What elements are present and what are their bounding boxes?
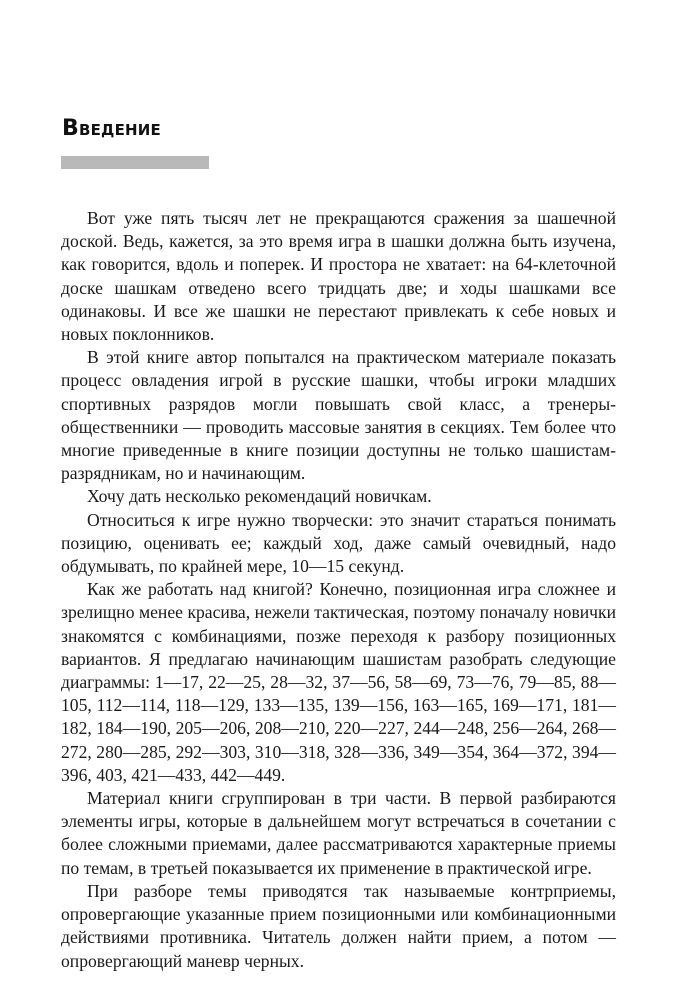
- paragraph: Относиться к игре нужно творчески: это значит стараться понимать позицию, оценивать ее; каждый ход, даже самый очевидный, надо обдумывать, по крайней мере, 10—15 секунд.: [61, 509, 616, 577]
- paragraph: Материал книги сгруппирован в три части. В первой разбираются элементы игры, которые в дальнейшем могут встречаться в сочетании с более сложными приемами, далее рассматриваются характерные приемы по темам, в третьей показывается их применение в практической игре.: [61, 788, 616, 878]
- chapter-title: Введение: [62, 116, 162, 141]
- paragraph: Вот уже пять тысяч лет не прекращаются сражения за шашечной доской. Ведь, кажется, за это время игра в шашки должна быть изучена, как говорится, вдоль и поперек. И простора не хватает: на 64-клеточной доске шашкам отведено всего тридцать две; и ходы шашками все одинаковы. И все же шашки не перестают привлекать к себе новых и новых поклонников.: [61, 208, 616, 345]
- paragraph: Как же работать над книгой? Конечно, позиционная игра сложнее и зрелищно менее красива, нежели тактическая, поэтому поначалу новички знакомятся с комбинациями, позже переходя к разбору позиционных вариантов. Я предлагаю начинающим шашистам разобрать следующие диаграммы: 1—17, 22—25, 28—32, 37—56, 58—69, 73—76, 79—85, 88—105, 112—114, 118—129, 133—135, 139—156, 163—165, 169—171, 181—182, 184—190, 205—206, 208—210, 220—227, 244—248, 256—264, 268—272, 280—285, 292—303, 310—318, 328—336, 349—354, 364—372, 394—396, 403, 421—433, 442—449.: [61, 579, 616, 785]
- chapter-body: [61, 207, 616, 973]
- paragraph: Хочу дать несколько рекомендаций новичкам.: [87, 486, 432, 507]
- title-underline-bar: [61, 156, 209, 169]
- paragraph: При разборе темы приводятся так называемые контрприемы, опровергающие указанные прием позиционными или комбинационными действиями противника. Читатель должен найти прием, а потом — опровергающий маневр черных.: [61, 880, 616, 971]
- paragraph: В этой книге автор попытался на практическом материале показать процесс овладения игрой в русские шашки, чтобы игроки младших спортивных разрядов могли повышать свой класс, а тренеры-общественники — проводить массовые занятия в секциях. Тем более что многие приведенные в книге позиции доступны не только шашистам-разрядникам, но и начинающим.: [61, 347, 616, 484]
